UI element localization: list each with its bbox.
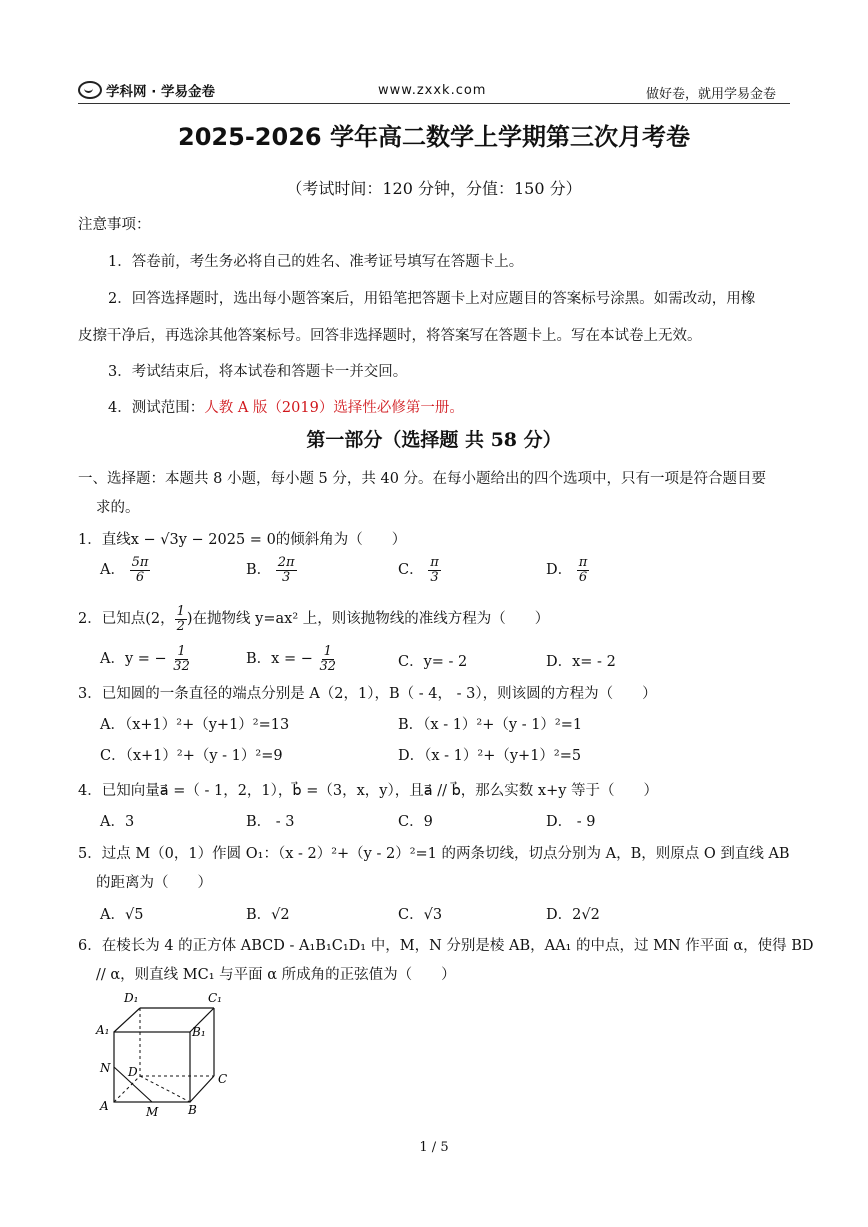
label-b1: B₁ [192, 1025, 206, 1039]
q1-stem: 1．直线x − √3y − 2025 = 0的倾斜角为（ ） [78, 532, 407, 548]
q1-b-label: B． [246, 562, 272, 579]
label-n: N [100, 1061, 111, 1075]
q2-option-b [246, 645, 338, 673]
exam-info: （考试时间：120 分钟，分值：150 分） [286, 179, 582, 198]
page-number: 1 / 5 [419, 1140, 449, 1155]
q1-c-label: C． [398, 562, 424, 579]
q5-option-d: D．2√2 [546, 907, 600, 923]
q4-stem: 4．已知向量a⃗ =（ - 1，2，1），b⃗ =（3，x，y），且a⃗ // b⃗，那么实数 x+y 等于（ ） [78, 783, 659, 799]
q5-option-c: C．√3 [398, 907, 443, 923]
label-c: C [218, 1072, 228, 1086]
q5-stem-line2: 的距离为（ ） [96, 875, 212, 891]
q1-option-a [100, 556, 150, 584]
notice-item-2b: 皮擦干净后，再选涂其他答案标号。回答非选择题时，将答案写在答题卡上。写在本试卷上无效。 [78, 328, 702, 344]
q2-stem-fraction: $\frac{1}{2}$ [176, 604, 185, 634]
notice-heading: 注意事项： [78, 217, 151, 233]
q5-stem-line1: 5．过点 M（0，1）作圆 O₁：（x - 2）²+（y - 2）²=1 的两条切线，切点分别为 A，B，则原点 O 到直线 AB [78, 846, 790, 862]
part-intro-line2: 求的。 [96, 500, 140, 516]
q1-c-fraction: $\frac{\pi}{3}$ [430, 555, 439, 585]
q3-option-d: D．（x - 1）²+（y+1）²=5 [398, 748, 582, 764]
q4-option-b: B． - 3 [246, 814, 295, 830]
q4-option-c: C．9 [398, 814, 433, 830]
q1-d-label: D． [546, 562, 573, 579]
q2-stem-post: )在抛物线 y=ax² 上，则该抛物线的准线方程为（ ） [186, 611, 550, 628]
q4-option-a: A．3 [100, 814, 135, 830]
notice-item-4-prefix: 4．测试范围： [108, 400, 205, 416]
label-c1: C₁ [208, 991, 222, 1005]
brand-logo [78, 80, 215, 100]
q1-option-c [398, 556, 441, 584]
cube-figure [92, 988, 242, 1120]
q2-a-fraction: $\frac{1}{32}$ [173, 644, 190, 674]
part-intro-line1: 一、选择题：本题共 8 小题，每小题 5 分，共 40 分。在每小题给出的四个选项中，只有一项是符合题目要 [78, 471, 767, 487]
label-a: A [100, 1099, 109, 1113]
notice-item-3: 3．考试结束后，将本试卷和答题卡一并交回。 [108, 364, 408, 380]
label-d: D [128, 1065, 138, 1079]
section-title: 第一部分（选择题 共 58 分） [306, 429, 562, 451]
q3-option-b: B．（x - 1）²+（y - 1）²=1 [398, 717, 583, 733]
q2-option-d: D．x= - 2 [546, 654, 616, 670]
q2-b-fraction: $\frac{1}{32}$ [319, 644, 337, 674]
q2-a-prefix: A．y = − [100, 651, 167, 668]
q3-option-a: A．（x+1）²+（y+1）²=13 [100, 717, 290, 733]
q2-stem-pre: 2．已知点(2， [78, 611, 175, 628]
logo-face-icon [78, 81, 102, 99]
q4-option-d: D． - 9 [546, 814, 596, 830]
q1-a-fraction: $\frac{5\pi}{6}$ [131, 555, 149, 585]
page-title: 2025-2026 学年高二数学上学期第三次月考卷 [178, 123, 690, 151]
q1-option-d [546, 556, 589, 584]
header-slogan: 做好卷，就用学易金卷 [646, 87, 777, 102]
q3-stem: 3．已知圆的一条直径的端点分别是 A（2，1），B（ - 4， - 3），则该圆的方程为（ ） [78, 686, 657, 702]
site-url: www.zxxk.com [378, 83, 487, 98]
notice-item-1: 1．答卷前，考生务必将自己的姓名、准考证号填写在答题卡上。 [108, 254, 524, 270]
label-d1: D₁ [124, 991, 139, 1005]
label-m: M [146, 1105, 159, 1119]
label-b: B [188, 1103, 197, 1117]
q1-b-fraction: $\frac{2\pi}{3}$ [277, 555, 295, 585]
q2-stem [78, 605, 549, 633]
q6-stem-line1: 6．在棱长为 4 的正方体 ABCD - A₁B₁C₁D₁ 中，M，N 分别是棱 AB，AA₁ 的中点，过 MN 作平面 α，使得 BD [78, 938, 814, 954]
q6-stem-line2: // α，则直线 MC₁ 与平面 α 所成角的正弦值为（ ） [96, 967, 456, 983]
label-a1: A₁ [96, 1023, 110, 1037]
q2-b-prefix: B．x = − [246, 651, 313, 668]
q3-option-c: C．（x+1）²+（y - 1）²=9 [100, 748, 283, 764]
q2-option-c: C．y= - 2 [398, 654, 468, 670]
notice-item-2a: 2．回答选择题时，选出每小题答案后，用铅笔把答题卡上对应题目的答案标号涂黑。如需改动，用橡 [108, 291, 756, 307]
q1-d-fraction: $\frac{\pi}{6}$ [578, 555, 588, 585]
notice-item-4 [108, 396, 464, 417]
q5-option-b: B．√2 [246, 907, 290, 923]
logo-text: 学科网 · 学易金卷 [106, 84, 216, 100]
q5-option-a: A．√5 [100, 907, 144, 923]
q1-option-b [246, 556, 297, 584]
notice-item-4-scope: 人教 A 版（2019）选择性必修第一册。 [204, 400, 464, 416]
q2-option-a [100, 645, 192, 673]
header-divider [78, 103, 790, 104]
q1-a-label: A． [100, 562, 125, 579]
